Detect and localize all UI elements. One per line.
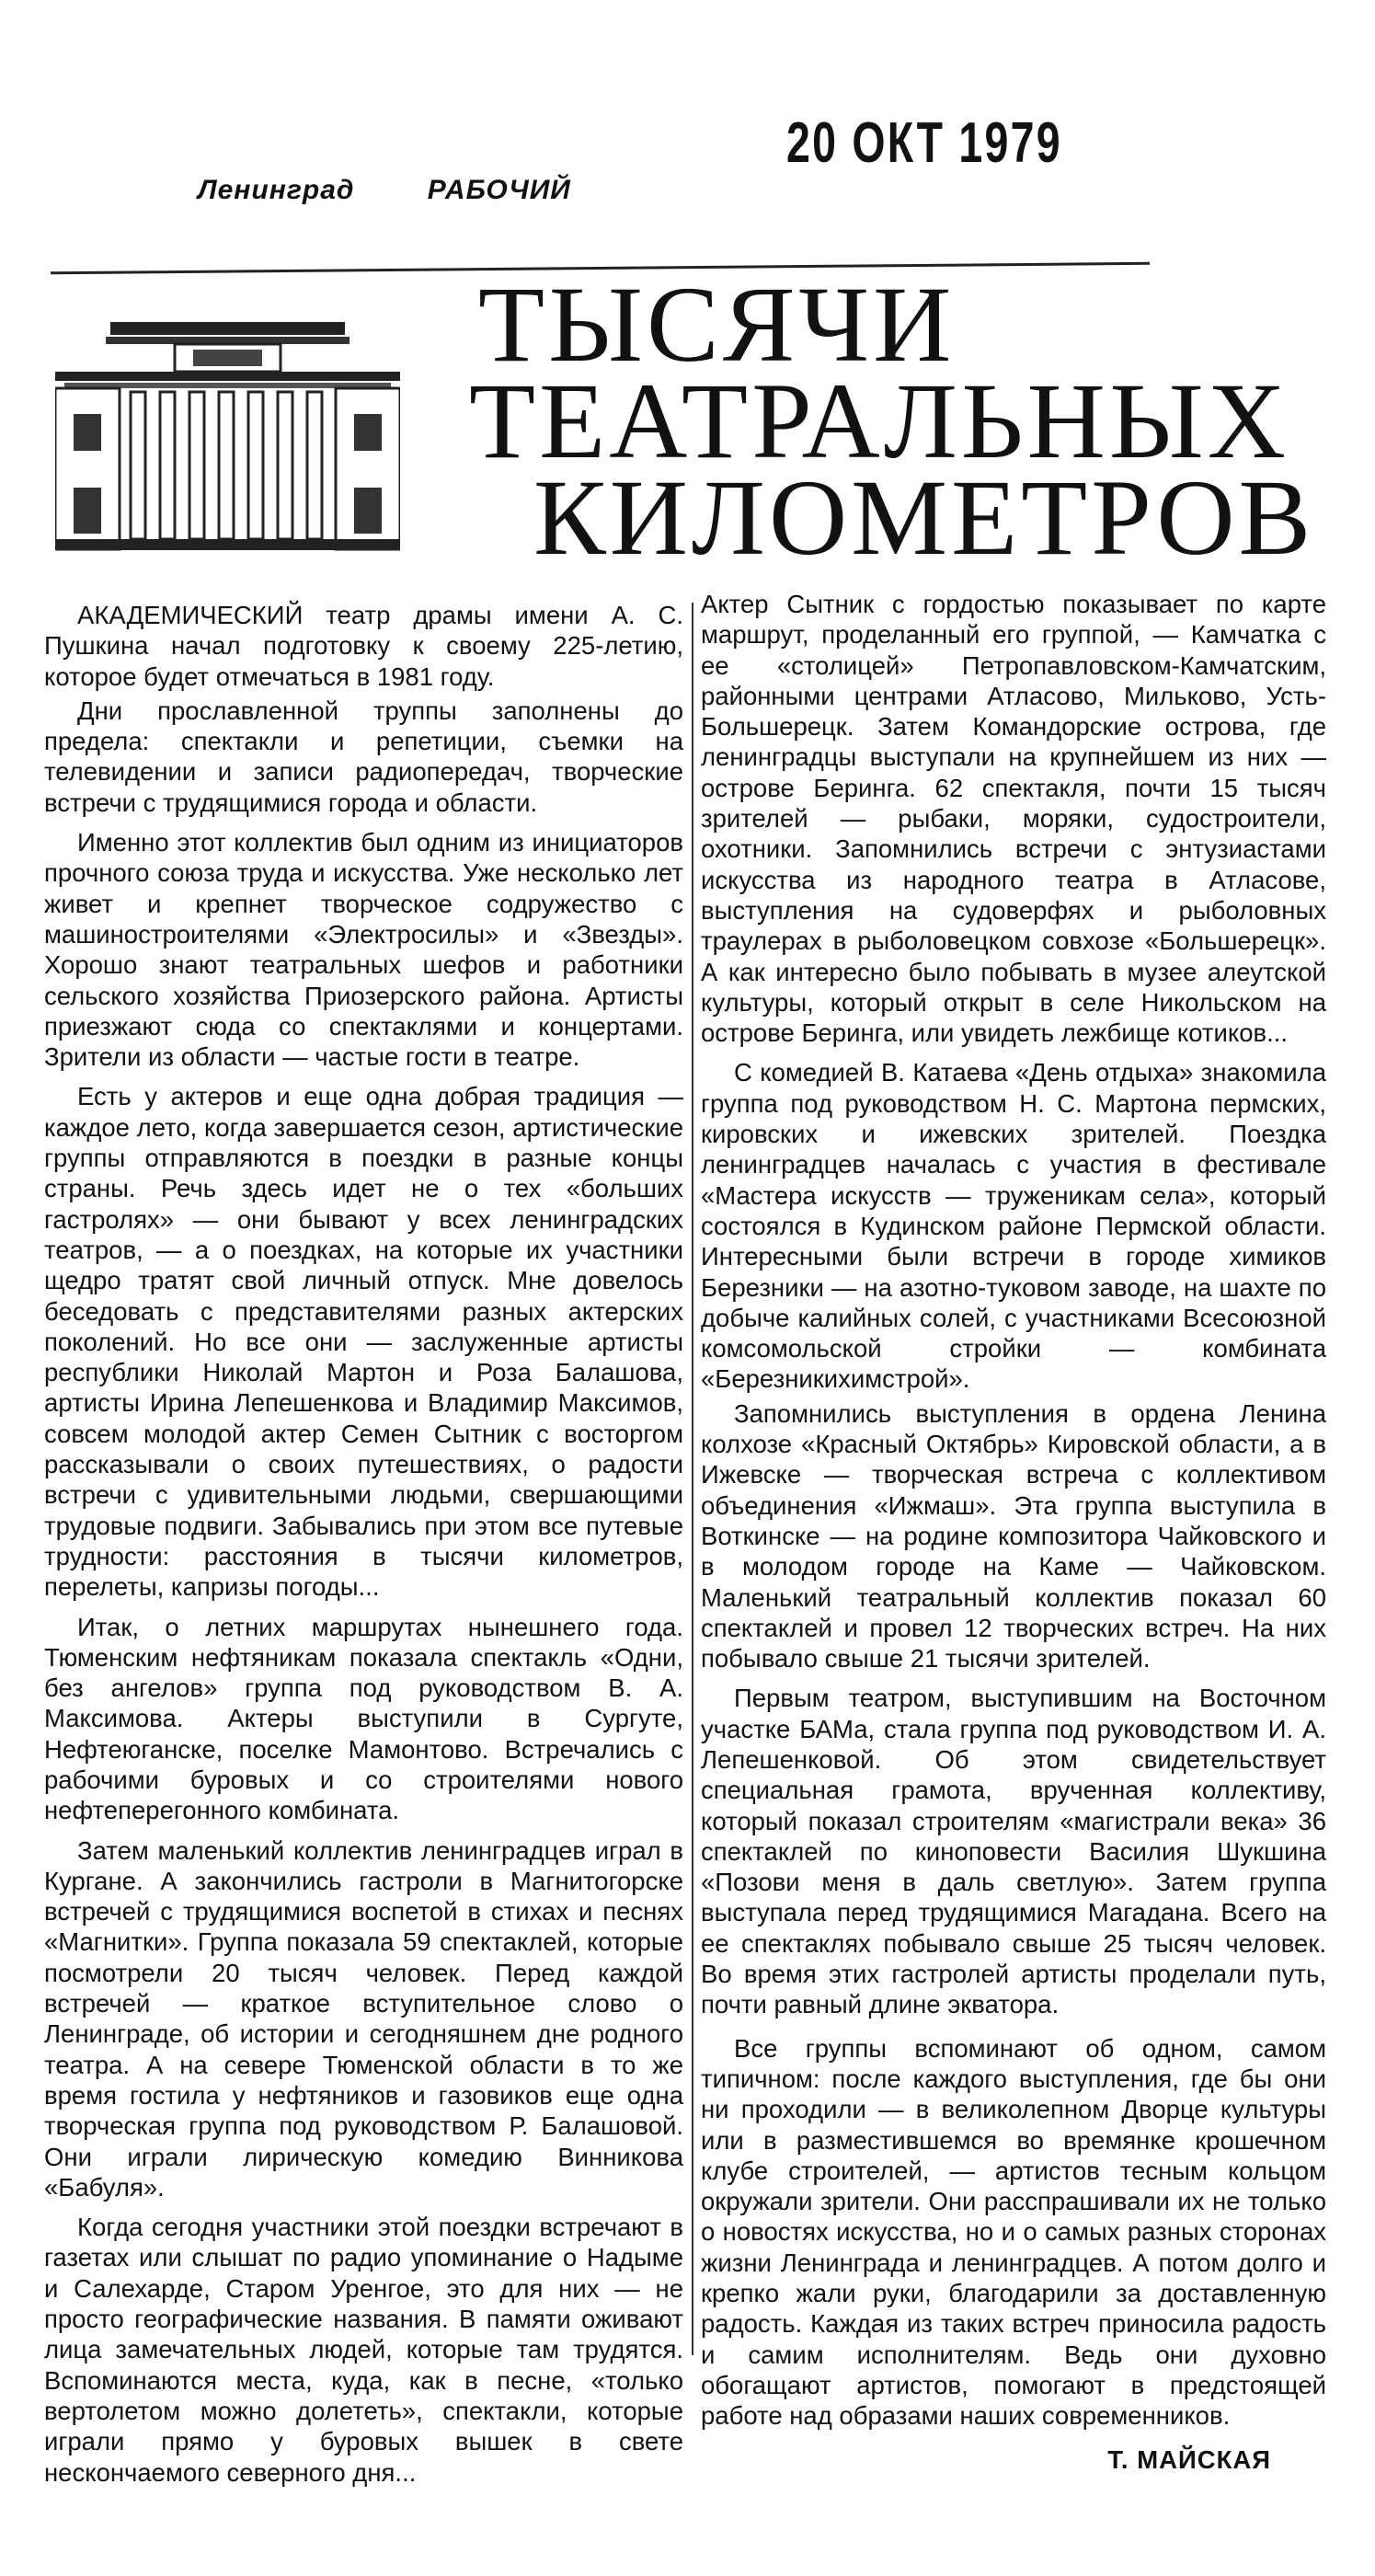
article-paragraph: Итак, о летних маршрутах нынешнего года. Тюменским нефтяникам показала спектакль «Одни, без ангелов» группа под руководством В. А. Максимова. Актеры выступили в Сургуте, Нефтеюганске, поселке Мамонтово. Встречались с рабочими буровых и со строителями нового нефтеперегонного комбината. bbox=[44, 1612, 683, 1825]
article-column-left bbox=[44, 600, 683, 2491]
masthead bbox=[198, 175, 636, 206]
article-paragraph: Запомнились выступления в ордена Ленина колхозе «Красный Октябрь» Кировской области, а в Ижевске — творческая встреча с коллективом объединения «Ижмаш». Эта группа выступила в Воткинске — на родине композитора Чайковского и в молодом городе на Каме — Чайковском. Маленький театральный коллектив показал 60 спектаклей и провел 12 творческих встреч. На них побывало свыше 21 тысячи зрителей. bbox=[701, 1398, 1326, 1673]
article-paragraph: Затем маленький коллектив ленинградцев играл в Кургане. А закончились гастроли в Магнитогорске встречей с трудящимися воспетой в стихах и песнях «Магнитки». Группа показала 59 спектаклей, которые посмотрели 20 тысяч человек. Перед каждой встречей — краткое вступительное слово о Ленинграде, об истории и сегодняшнем дне родного театра. А на севере Тюменской области в то же время гостила у нефтяников и газовиков еще одна творческая группа под руководством Р. Балашовой. Они играли лирическую комедию Винникова «Бабуля». bbox=[44, 1835, 683, 2202]
author-signature: Т. МАЙСКАЯ bbox=[1107, 2444, 1271, 2474]
article-paragraph: Когда сегодня участники этой поездки встречают в газетах или слышат по радио упоминание о Надыме и Салехарде, Старом Уренгое, это для них — не просто географические названия. В памяти оживают лица замечательных людей, которые там трудятся. Вспоминаются места, куда, как в песне, «только вертолетом можно долететь», спектакли, которые играли прямо у буровых вышек в свете нескончаемого северного дня... bbox=[44, 2213, 683, 2487]
article-paragraph: АКАДЕМИЧЕСКИЙ театр драмы имени А. С. Пушкина начал подготовку к своему 225-летию, которое будет отмечаться в 1981 году. bbox=[44, 601, 683, 691]
masthead-city: Ленинград bbox=[198, 175, 355, 205]
headline-line: ТЕАТРАЛЬНЫХ bbox=[469, 361, 1289, 481]
headline bbox=[469, 264, 1315, 578]
date-stamp: 20 ОКТ 1979 bbox=[786, 111, 1062, 175]
article-paragraph: Все группы вспоминают об одном, самом типичном: после каждого выступления, где бы они ни проходили — в великолепном Дворце культуры или в разместившемся во времянке крошечном клубе строителей, — артистов тесным кольцом окружали зрители. Они расспрашивали их не только о новостях искусства, но и о самых разных сторонах жизни Ленинграда и ленинградцев. А потом долго и крепко жали руки, благодарили за доставленную радость. Каждая из таких встреч приносила радость и самим исполнителям. Ведь они духовно обогащают артистов, помогают в предстоящей работе над образами наших современников. bbox=[701, 2033, 1326, 2431]
headline-line: КИЛОМЕТРОВ bbox=[533, 457, 1315, 578]
article-paragraph: Есть у актеров и еще одна добрая традиция — каждое лето, когда завершается сезон, артистические группы отправляются в поездки в разные концы страны. Речь здесь идет не о тех «больших гастролях» — они бывают у всех ленинградских театров, — а о поездках, на которые их участники щедро тратят свой личный отпуск. Мне довелось беседовать с представителями разных актерских поколений. Но все они — заслуженные артисты республики Николай Мартон и Роза Балашова, артисты Ирина Лепешенкова и Владимир Максимов, совсем молодой актер Семен Сытник с восторгом рассказывали о своих путешествиях, о радости встречи с удивительными людьми, свершающими трудовые подвиги. Забывались при этом все путевые трудности: расстояния в тысячи километров, перелеты, капризы погоды... bbox=[44, 1082, 683, 1602]
column-divider bbox=[692, 603, 693, 2355]
headline-line: ТЫСЯЧИ bbox=[478, 264, 956, 385]
article-paragraph: Актер Сытник с гордостью показывает по карте маршрут, проделанный его группой, — Камчатка с ее «столицей» Петропавловском-Камчатским, районными центрами Атласово, Мильково, Усть-Большерецк. Затем Командорские острова, где ленинградцы выступали на крупнейшем из них — острове Беринга. 62 спектакля, почти 15 тысяч зрителей — рыбаки, моряки, судостроители, охотники. Запомнились встречи с энтузиастами искусства из народного театра в Атласове, выступления на судоверфях и рыболовных траулерах в рыболовецком совхозе «Большерецк». А как интересно было побывать в музее алеутской культуры, который открыт в селе Никольском на острове Беринга, или увидеть лежбище котиков... bbox=[701, 590, 1326, 1048]
article-column-right bbox=[701, 589, 1326, 2475]
article-paragraph: Первым театром, выступившим на Восточном участке БАМа, стала группа под руководством И. А. Лепешенковой. Об этом свидетельствует специальная грамота, врученная коллективу, который показал строителям «магистрали века» 36 спектаклей по киноповести Василия Шукшина «Позови меня в даль светлую». Затем группа выступала перед трудящимися Магадана. Всего на ее спектаклях побывало свыше 25 тысяч человек. Во время этих гастролей артисты проделали путь, почти равный длине экватора. bbox=[701, 1684, 1326, 2019]
theatre-building-illustration bbox=[55, 313, 400, 552]
article-paragraph: Именно этот коллектив был одним из инициаторов прочного союза труда и искусства. Уже несколько лет живет и крепнет творческое содружество с машиностроителями «Электросилы» и «Звезды». Хорошо знают театральных шефов и работники сельского хозяйства Приозерского района. Артисты приезжают сюда со спектаклями и концертами. Зрители из области — частые гости в театре. bbox=[44, 828, 683, 1072]
article-paragraph: С комедией В. Катаева «День отдыха» знакомила группа под руководством Н. С. Мартона пермских, кировских и ижевских зрителей. Поездка ленинградцев началась с участия в фестивале «Мастера искусств — труженикам села», который состоялся в Кудинском районе Пермской области. Интересными были встречи в городе химиков Березники — на азотно-туковом заводе, на шахте по добыче калийных солей, с участниками Всесоюзной комсомольской стройки — комбината «Березникихимстрой». bbox=[701, 1058, 1326, 1394]
masthead-newspaper: РАБОЧИЙ bbox=[427, 175, 571, 205]
article-paragraph: Дни прославленной труппы заполнены до предела: спектакли и репетиции, съемки на телевидении и записи радиопередач, творческие встречи с трудящимися города и области. bbox=[44, 696, 683, 817]
